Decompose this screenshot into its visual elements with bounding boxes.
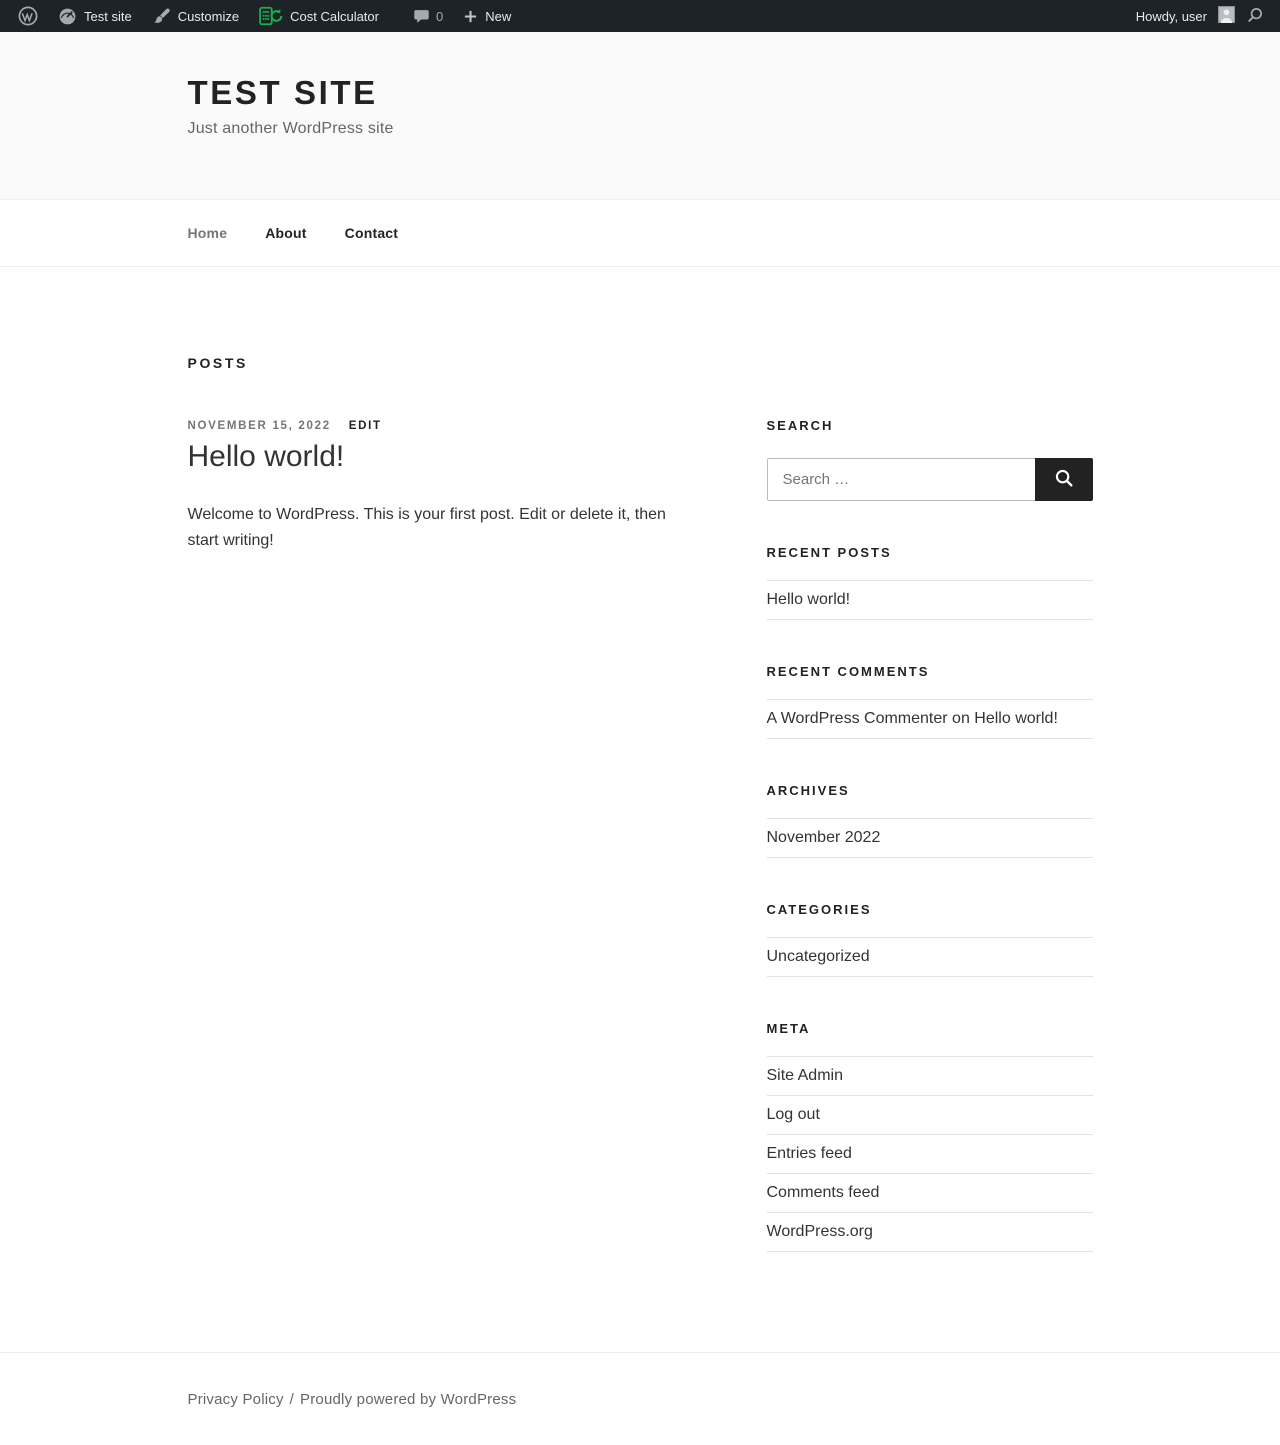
wordpress-logo-icon bbox=[18, 6, 38, 26]
recent-comments-title: RECENT COMMENTS bbox=[766, 664, 930, 679]
search-widget bbox=[767, 418, 1093, 501]
admin-bar-customize-label: Customize bbox=[177, 8, 240, 24]
meta-comments-feed-link[interactable]: Comments feed bbox=[766, 1184, 880, 1201]
post-title-link[interactable]: Hello world! bbox=[187, 440, 345, 473]
recent-post-link[interactable]: Hello world! bbox=[766, 591, 851, 608]
categories-widget bbox=[767, 902, 1093, 977]
admin-bar-site-menu[interactable] bbox=[48, 0, 142, 32]
meta-widget bbox=[767, 1021, 1093, 1252]
plus-icon bbox=[463, 9, 478, 24]
nav-item-home[interactable]: Home bbox=[187, 225, 228, 241]
admin-bar-new[interactable] bbox=[453, 0, 521, 32]
site-tagline: Just another WordPress site bbox=[187, 120, 394, 138]
search-widget-title: SEARCH bbox=[766, 418, 834, 433]
calculator-refresh-icon bbox=[259, 6, 283, 26]
meta-site-admin-link[interactable]: Site Admin bbox=[766, 1067, 843, 1084]
list-item bbox=[767, 819, 1093, 858]
site-content bbox=[0, 267, 1280, 1352]
search-button-icon bbox=[1053, 467, 1075, 492]
search-submit-button[interactable] bbox=[1035, 458, 1093, 501]
nav-item-about[interactable]: About bbox=[265, 225, 307, 241]
comment-post-link[interactable]: Hello world! bbox=[974, 710, 1058, 727]
site-header bbox=[0, 32, 1280, 199]
user-avatar[interactable] bbox=[1218, 6, 1235, 26]
list-item bbox=[767, 1213, 1093, 1252]
main-column bbox=[188, 355, 713, 555]
archives-widget bbox=[767, 783, 1093, 858]
nav-item-contact[interactable]: Contact bbox=[344, 225, 399, 241]
admin-bar-site-label: Test site bbox=[84, 8, 132, 24]
post-article bbox=[188, 420, 713, 555]
list-item bbox=[767, 1174, 1093, 1213]
howdy-text: Howdy, user bbox=[1135, 8, 1207, 24]
comment-author-link[interactable]: A WordPress Commenter bbox=[766, 710, 948, 727]
admin-bar-cost-calculator-label: Cost Calculator bbox=[290, 8, 379, 24]
comment-connector: on bbox=[952, 710, 970, 727]
post-edit-link[interactable]: EDIT bbox=[348, 420, 382, 432]
archives-title: ARCHIVES bbox=[766, 783, 850, 798]
top-navigation bbox=[0, 199, 1280, 267]
meta-entries-feed-link[interactable]: Entries feed bbox=[766, 1145, 852, 1162]
admin-bar-comments[interactable] bbox=[403, 0, 453, 32]
sidebar bbox=[767, 418, 1093, 1296]
category-link[interactable]: Uncategorized bbox=[766, 948, 870, 965]
recent-comments-widget bbox=[767, 664, 1093, 739]
dashboard-gauge-icon bbox=[58, 7, 77, 26]
recent-posts-widget bbox=[767, 545, 1093, 620]
page-title: POSTS bbox=[187, 355, 248, 371]
meta-title: META bbox=[766, 1021, 811, 1036]
footer-separator: / bbox=[289, 1391, 295, 1408]
wordpress-logo-menu[interactable] bbox=[8, 0, 48, 32]
powered-by-link[interactable]: Proudly powered by WordPress bbox=[300, 1391, 517, 1408]
site-footer bbox=[0, 1352, 1280, 1444]
post-date-link[interactable]: NOVEMBER 15, 2022 bbox=[187, 420, 331, 432]
admin-search-icon[interactable] bbox=[1246, 6, 1264, 27]
admin-bar-customize[interactable] bbox=[142, 0, 249, 32]
admin-bar bbox=[0, 0, 1280, 32]
list-item bbox=[767, 1135, 1093, 1174]
admin-bar-new-label: New bbox=[485, 8, 512, 24]
paintbrush-icon bbox=[152, 7, 171, 26]
archive-link[interactable]: November 2022 bbox=[766, 829, 881, 846]
list-item bbox=[767, 1057, 1093, 1096]
list-item bbox=[767, 581, 1093, 620]
site-title[interactable]: TEST SITE bbox=[187, 74, 378, 111]
admin-bar-my-account[interactable] bbox=[1126, 0, 1207, 32]
meta-wordpress-org-link[interactable]: WordPress.org bbox=[766, 1223, 873, 1240]
admin-bar-cost-calculator[interactable] bbox=[249, 0, 389, 32]
comment-bubble-icon bbox=[413, 8, 430, 25]
list-item bbox=[767, 1096, 1093, 1135]
meta-log-out-link[interactable]: Log out bbox=[766, 1106, 820, 1123]
post-body: Welcome to WordPress. This is your first post. Edit or delete it, then start writing! bbox=[187, 505, 666, 550]
list-item bbox=[767, 938, 1093, 977]
search-form bbox=[767, 458, 1093, 501]
comments-count: 0 bbox=[435, 8, 444, 24]
categories-title: CATEGORIES bbox=[766, 902, 872, 917]
privacy-policy-link[interactable]: Privacy Policy bbox=[187, 1391, 284, 1408]
post-title bbox=[188, 438, 713, 476]
list-item bbox=[767, 700, 1093, 739]
recent-posts-title: RECENT POSTS bbox=[766, 545, 892, 560]
